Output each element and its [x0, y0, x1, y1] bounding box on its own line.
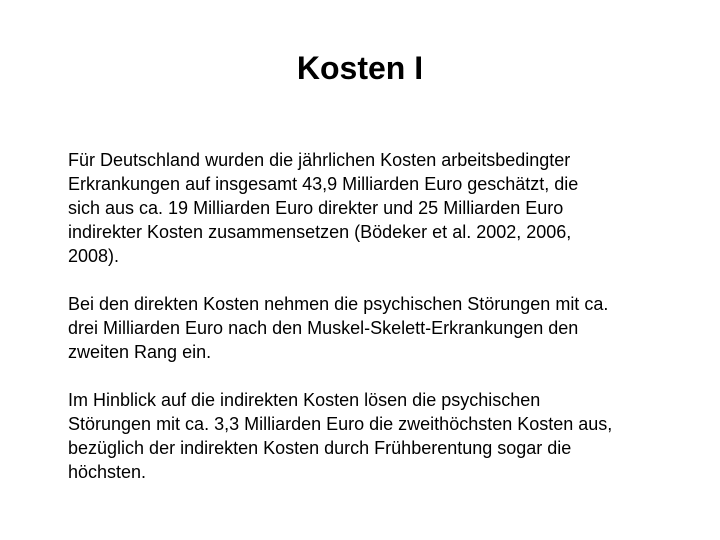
text-line: Erkrankungen auf insgesamt 43,9 Milliarden Euro geschätzt, die — [68, 174, 579, 194]
text-line: sich aus ca. 19 Milliarden Euro direkter und 25 Milliarden Euro — [68, 198, 564, 218]
slide-body — [68, 148, 698, 484]
text-line: Störungen mit ca. 3,3 Milliarden Euro die zweithöchsten Kosten aus, — [68, 414, 613, 434]
text-line: Für Deutschland wurden die jährlichen Kosten arbeitsbedingter — [68, 150, 571, 170]
paragraph-total-costs — [68, 148, 698, 268]
text-line: bezüglich der indirekten Kosten durch Frühberentung sogar die — [68, 438, 572, 458]
text-line: Bei den direkten Kosten nehmen die psychischen Störungen mit ca. — [68, 294, 609, 314]
text-line: drei Milliarden Euro nach den Muskel-Skelett-Erkrankungen den — [68, 318, 579, 338]
text-line: indirekter Kosten zusammensetzen (Bödeker et al. 2002, 2006, — [68, 222, 572, 242]
text-line: höchsten. — [68, 462, 147, 482]
paragraph-indirect-costs — [68, 388, 698, 484]
text-line: zweiten Rang ein. — [68, 342, 212, 362]
slide-title: Kosten I — [296, 50, 424, 86]
text-line: Im Hinblick auf die indirekten Kosten lösen die psychischen — [68, 390, 541, 410]
text-line: 2008). — [68, 246, 120, 266]
paragraph-direct-costs — [68, 292, 698, 364]
